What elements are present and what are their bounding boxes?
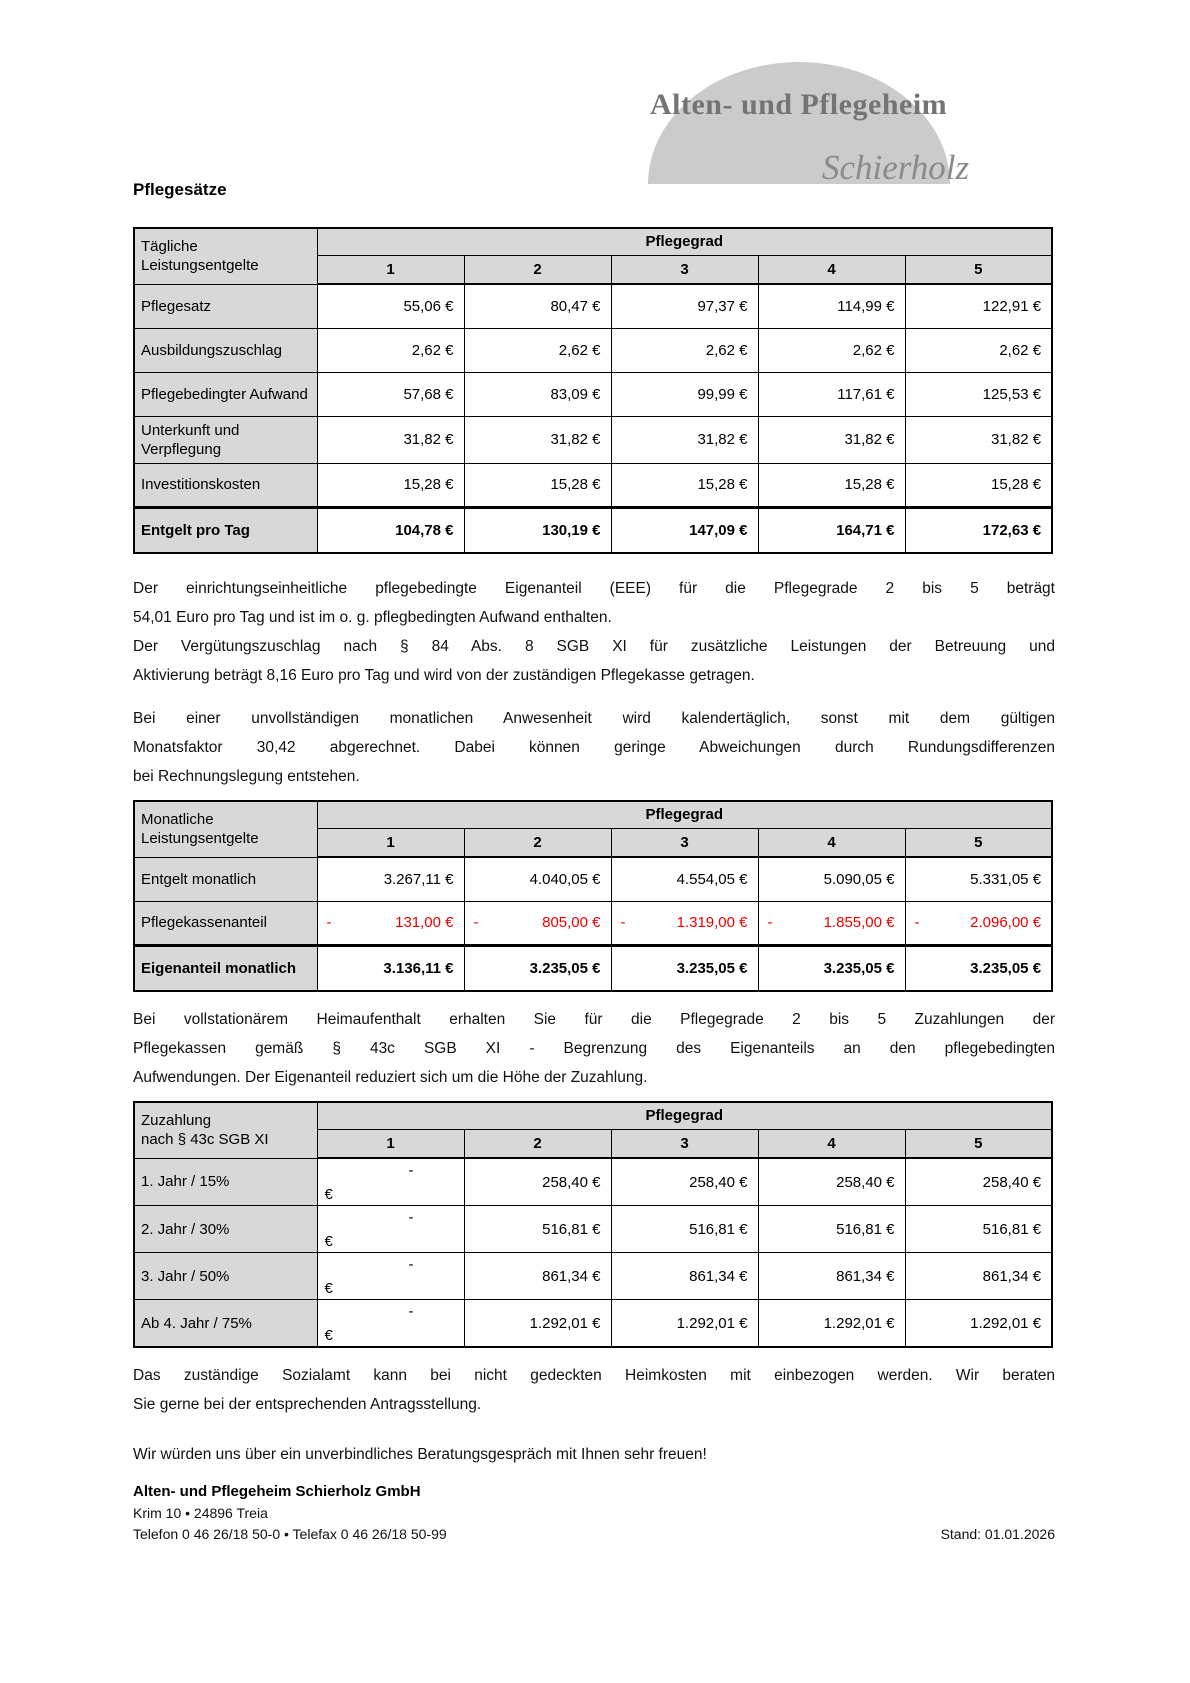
column-header-grade-3: 3 bbox=[611, 1129, 758, 1158]
value-cell: 15,28 € bbox=[464, 463, 611, 507]
value-cell: 258,40 € bbox=[758, 1158, 905, 1206]
value-cell: 122,91 € bbox=[905, 284, 1052, 328]
monatliche-leistungsentgelte-table bbox=[133, 800, 1053, 992]
text-line: Wir würden uns über ein unverbindliches Beratungsgespräch mit Ihnen sehr freuen! bbox=[133, 1446, 707, 1463]
text-line: Aktivierung beträgt 8,16 Euro pro Tag und wird von der zuständigen Pflegekasse getragen. bbox=[133, 667, 755, 684]
table-row bbox=[134, 1206, 1052, 1253]
footer bbox=[133, 1481, 1055, 1545]
pflegegrad-group-header: Pflegegrad bbox=[317, 801, 1052, 828]
value-cell: 3.136,11 € bbox=[317, 945, 464, 991]
value-cell bbox=[317, 1158, 464, 1206]
row-label: Entgelt monatlich bbox=[134, 857, 317, 901]
row-label: Eigenanteil monatlich bbox=[134, 945, 317, 991]
text-line: Monatsfaktor 30,42 abgerechnet. Dabei können geringe Abweichungen durch Rundungsdifferenzen bbox=[133, 739, 1055, 756]
text-line: Bei vollstationärem Heimaufenthalt erhalten Sie für die Pflegegrade 2 bis 5 Zuzahlungen der bbox=[133, 1011, 1055, 1028]
value-cell: 55,06 € bbox=[317, 284, 464, 328]
footer-address: Krim 10 • 24896 Treia bbox=[133, 1505, 268, 1521]
value-cell: 861,34 € bbox=[905, 1253, 1052, 1300]
value-cell bbox=[905, 901, 1052, 945]
euro-sign: € bbox=[324, 1186, 333, 1203]
value-cell: 117,61 € bbox=[758, 372, 905, 416]
value-cell bbox=[317, 901, 464, 945]
amount: 1.319,00 € bbox=[676, 914, 748, 931]
value-cell: 3.267,11 € bbox=[317, 857, 464, 901]
value-cell: 1.292,01 € bbox=[611, 1300, 758, 1348]
daily-rates-table-container bbox=[133, 227, 1055, 554]
value-cell: 147,09 € bbox=[611, 507, 758, 553]
value-cell bbox=[758, 901, 905, 945]
value-cell: 80,47 € bbox=[464, 284, 611, 328]
euro-sign: € bbox=[324, 1233, 333, 1250]
minus-sign: - bbox=[914, 914, 920, 931]
text-line: bei Rechnungslegung entstehen. bbox=[133, 768, 360, 785]
minus-sign: - bbox=[620, 914, 626, 931]
text-line: Sie gerne bei der entsprechenden Antragsstellung. bbox=[133, 1396, 482, 1413]
paragraph-sozialamt bbox=[133, 1361, 1055, 1419]
column-header-grade-4: 4 bbox=[758, 1129, 905, 1158]
negative-amount bbox=[910, 913, 1042, 932]
zuzahlung-43c-table bbox=[133, 1101, 1053, 1348]
value-cell: 114,99 € bbox=[758, 284, 905, 328]
value-cell: 4.554,05 € bbox=[611, 857, 758, 901]
column-header-grade-3: 3 bbox=[611, 828, 758, 857]
table-row bbox=[134, 372, 1052, 416]
table-row bbox=[134, 507, 1052, 553]
euro-sign: € bbox=[324, 1327, 333, 1344]
minus-sign: - bbox=[326, 914, 332, 931]
row-label: Pflegekassenanteil bbox=[134, 901, 317, 945]
value-cell: 15,28 € bbox=[611, 463, 758, 507]
paragraph-eee bbox=[133, 574, 1055, 632]
amount: 131,00 € bbox=[395, 914, 454, 931]
value-cell: 99,99 € bbox=[611, 372, 758, 416]
footer-phone: Telefon 0 46 26/18 50-0 • Telefax 0 46 26/18 50-99 bbox=[133, 1526, 447, 1542]
column-header-grade-1: 1 bbox=[317, 828, 464, 857]
column-header-grade-2: 2 bbox=[464, 255, 611, 284]
amount: 2.096,00 € bbox=[970, 914, 1042, 931]
value-cell bbox=[464, 901, 611, 945]
dash-placeholder: - bbox=[408, 1303, 414, 1320]
table-corner-label: Zuzahlung nach § 43c SGB XI bbox=[134, 1102, 317, 1158]
table-corner-label: Tägliche Leistungsentgelte bbox=[134, 228, 317, 284]
value-cell: 258,40 € bbox=[464, 1158, 611, 1206]
value-cell: 861,34 € bbox=[611, 1253, 758, 1300]
value-cell: 861,34 € bbox=[464, 1253, 611, 1300]
value-cell: 130,19 € bbox=[464, 507, 611, 553]
value-cell bbox=[317, 1206, 464, 1253]
value-cell: 31,82 € bbox=[317, 416, 464, 463]
column-header-grade-4: 4 bbox=[758, 828, 905, 857]
value-cell: 15,28 € bbox=[758, 463, 905, 507]
row-label: 1. Jahr / 15% bbox=[134, 1158, 317, 1206]
value-cell: 5.090,05 € bbox=[758, 857, 905, 901]
text-line: Das zuständige Sozialamt kann bei nicht gedeckten Heimkosten mit einbezogen werden. Wir beraten bbox=[133, 1367, 1055, 1384]
value-cell: 57,68 € bbox=[317, 372, 464, 416]
value-cell: 97,37 € bbox=[611, 284, 758, 328]
paragraph-verguetungszuschlag bbox=[133, 632, 1055, 690]
value-cell: 1.292,01 € bbox=[905, 1300, 1052, 1348]
row-label: Ab 4. Jahr / 75% bbox=[134, 1300, 317, 1348]
table-row bbox=[134, 463, 1052, 507]
value-cell: 258,40 € bbox=[905, 1158, 1052, 1206]
paragraph-monatsfaktor bbox=[133, 704, 1055, 791]
text-line: Der Vergütungszuschlag nach § 84 Abs. 8 SGB XI für zusätzliche Leistungen der Betreuung und bbox=[133, 638, 1055, 655]
value-cell: 3.235,05 € bbox=[758, 945, 905, 991]
value-cell: 1.292,01 € bbox=[758, 1300, 905, 1348]
column-header-grade-2: 2 bbox=[464, 1129, 611, 1158]
value-cell: 104,78 € bbox=[317, 507, 464, 553]
minus-sign: - bbox=[767, 914, 773, 931]
footer-company: Alten- und Pflegeheim Schierholz GmbH bbox=[133, 1483, 421, 1500]
logo-company-name: Alten- und Pflegeheim bbox=[650, 88, 948, 121]
footer-stand-date: Stand: 01.01.2026 bbox=[940, 1526, 1055, 1542]
zuzahlung-table-container bbox=[133, 1101, 1055, 1348]
value-cell: 3.235,05 € bbox=[905, 945, 1052, 991]
table-row bbox=[134, 416, 1052, 463]
value-cell: 31,82 € bbox=[611, 416, 758, 463]
value-cell bbox=[317, 1253, 464, 1300]
row-label: Pflegesatz bbox=[134, 284, 317, 328]
value-cell: 516,81 € bbox=[611, 1206, 758, 1253]
row-label: 2. Jahr / 30% bbox=[134, 1206, 317, 1253]
table-row bbox=[134, 1300, 1052, 1348]
column-header-grade-1: 1 bbox=[317, 255, 464, 284]
amount: 805,00 € bbox=[542, 914, 601, 931]
column-header-grade-5: 5 bbox=[905, 255, 1052, 284]
row-label: Pflegebedingter Aufwand bbox=[134, 372, 317, 416]
row-label: 3. Jahr / 50% bbox=[134, 1253, 317, 1300]
value-cell: 2,62 € bbox=[905, 328, 1052, 372]
value-cell: 258,40 € bbox=[611, 1158, 758, 1206]
value-cell: 125,53 € bbox=[905, 372, 1052, 416]
value-cell: 3.235,05 € bbox=[464, 945, 611, 991]
document-content bbox=[133, 227, 1055, 1545]
value-cell bbox=[611, 901, 758, 945]
taegliche-leistungsentgelte-table bbox=[133, 227, 1053, 554]
dash-placeholder: - bbox=[408, 1162, 414, 1179]
amount: 1.855,00 € bbox=[823, 914, 895, 931]
negative-amount bbox=[469, 913, 601, 932]
table-row bbox=[134, 1253, 1052, 1300]
value-cell: 516,81 € bbox=[758, 1206, 905, 1253]
table-row bbox=[134, 328, 1052, 372]
negative-amount bbox=[322, 913, 454, 932]
text-line: Aufwendungen. Der Eigenanteil reduziert sich um die Höhe der Zuzahlung. bbox=[133, 1069, 648, 1086]
value-cell: 2,62 € bbox=[317, 328, 464, 372]
value-cell: 31,82 € bbox=[758, 416, 905, 463]
column-header-grade-5: 5 bbox=[905, 1129, 1052, 1158]
value-cell: 83,09 € bbox=[464, 372, 611, 416]
row-label: Investitionskosten bbox=[134, 463, 317, 507]
column-header-grade-2: 2 bbox=[464, 828, 611, 857]
negative-amount bbox=[616, 913, 748, 932]
logo-brand-name: Schierholz bbox=[822, 148, 970, 187]
value-cell: 4.040,05 € bbox=[464, 857, 611, 901]
pflegegrad-group-header: Pflegegrad bbox=[317, 228, 1052, 255]
column-header-grade-1: 1 bbox=[317, 1129, 464, 1158]
value-cell: 516,81 € bbox=[905, 1206, 1052, 1253]
value-cell: 2,62 € bbox=[758, 328, 905, 372]
text-line: 54,01 Euro pro Tag und ist im o. g. pflegbedingten Aufwand enthalten. bbox=[133, 609, 612, 626]
value-cell: 31,82 € bbox=[464, 416, 611, 463]
value-cell: 172,63 € bbox=[905, 507, 1052, 553]
row-label: Unterkunft und Verpflegung bbox=[134, 416, 317, 463]
value-cell: 1.292,01 € bbox=[464, 1300, 611, 1348]
text-line: Pflegekassen gemäß § 43c SGB XI - Begrenzung des Eigenanteils an den pflegebedingten bbox=[133, 1040, 1055, 1057]
page-title: Pflegesätze bbox=[133, 180, 227, 199]
column-header-grade-3: 3 bbox=[611, 255, 758, 284]
value-cell: 3.235,05 € bbox=[611, 945, 758, 991]
value-cell: 2,62 € bbox=[611, 328, 758, 372]
table-row bbox=[134, 284, 1052, 328]
table-corner-label: Monatliche Leistungsentgelte bbox=[134, 801, 317, 857]
value-cell: 861,34 € bbox=[758, 1253, 905, 1300]
dash-placeholder: - bbox=[408, 1209, 414, 1226]
value-cell: 5.331,05 € bbox=[905, 857, 1052, 901]
negative-amount bbox=[763, 913, 895, 932]
pflegegrad-group-header: Pflegegrad bbox=[317, 1102, 1052, 1129]
table-row bbox=[134, 901, 1052, 945]
table-row bbox=[134, 857, 1052, 901]
value-cell: 516,81 € bbox=[464, 1206, 611, 1253]
minus-sign: - bbox=[473, 914, 479, 931]
table-row bbox=[134, 945, 1052, 991]
euro-sign: € bbox=[324, 1280, 333, 1297]
value-cell: 2,62 € bbox=[464, 328, 611, 372]
value-cell bbox=[317, 1300, 464, 1348]
column-header-grade-5: 5 bbox=[905, 828, 1052, 857]
dash-placeholder: - bbox=[408, 1256, 414, 1273]
table-row bbox=[134, 1158, 1052, 1206]
column-header-grade-4: 4 bbox=[758, 255, 905, 284]
paragraph-closing bbox=[133, 1440, 1055, 1469]
row-label: Entgelt pro Tag bbox=[134, 507, 317, 553]
monthly-rates-table-container bbox=[133, 800, 1055, 992]
value-cell: 31,82 € bbox=[905, 416, 1052, 463]
paragraph-zuzahlung bbox=[133, 1005, 1055, 1092]
text-line: Der einrichtungseinheitliche pflegebedingte Eigenanteil (EEE) für die Pflegegrade 2 bis 5 beträgt bbox=[133, 580, 1055, 597]
text-line: Bei einer unvollständigen monatlichen Anwesenheit wird kalendertäglich, sonst mit dem gültigen bbox=[133, 710, 1055, 727]
value-cell: 164,71 € bbox=[758, 507, 905, 553]
value-cell: 15,28 € bbox=[317, 463, 464, 507]
row-label: Ausbildungszuschlag bbox=[134, 328, 317, 372]
value-cell: 15,28 € bbox=[905, 463, 1052, 507]
